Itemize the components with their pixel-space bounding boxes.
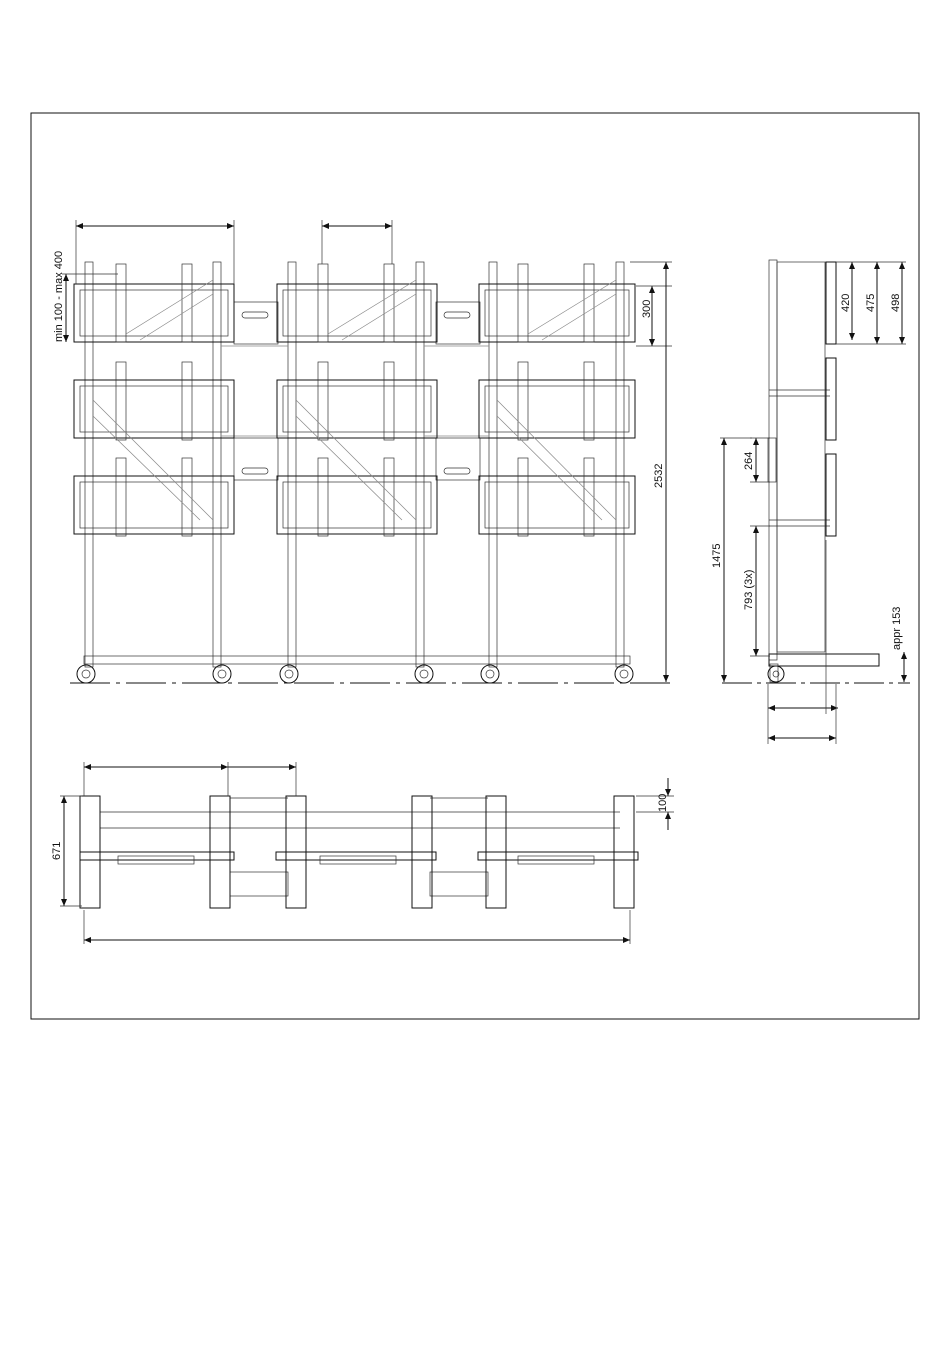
label-side-1475: 1475 (711, 543, 723, 568)
side-view (720, 260, 910, 744)
vesa-arms (116, 264, 594, 536)
top-view (60, 762, 674, 944)
label-side-793: 793 (3x) (743, 569, 755, 610)
label-side-153: appr 153 (891, 606, 903, 650)
label-vesa-range: min 100 - max 400 (53, 250, 65, 342)
upright-columns (85, 262, 624, 667)
drawing-frame (31, 113, 919, 1019)
label-total-height: 2532 (653, 463, 665, 488)
front-dimensions (62, 220, 672, 682)
label-top-100: 100 (657, 793, 669, 812)
label-side-420: 420 (840, 293, 852, 312)
front-view (53, 220, 672, 683)
label-side-264: 264 (743, 451, 755, 470)
mount-brackets (74, 284, 635, 534)
label-spacing-300: 300 (641, 299, 653, 318)
diagonal-braces (93, 280, 616, 520)
label-side-475: 475 (865, 293, 877, 312)
label-side-498: 498 (890, 293, 902, 312)
castor-wheels (77, 665, 633, 683)
label-top-671: 671 (51, 841, 63, 860)
